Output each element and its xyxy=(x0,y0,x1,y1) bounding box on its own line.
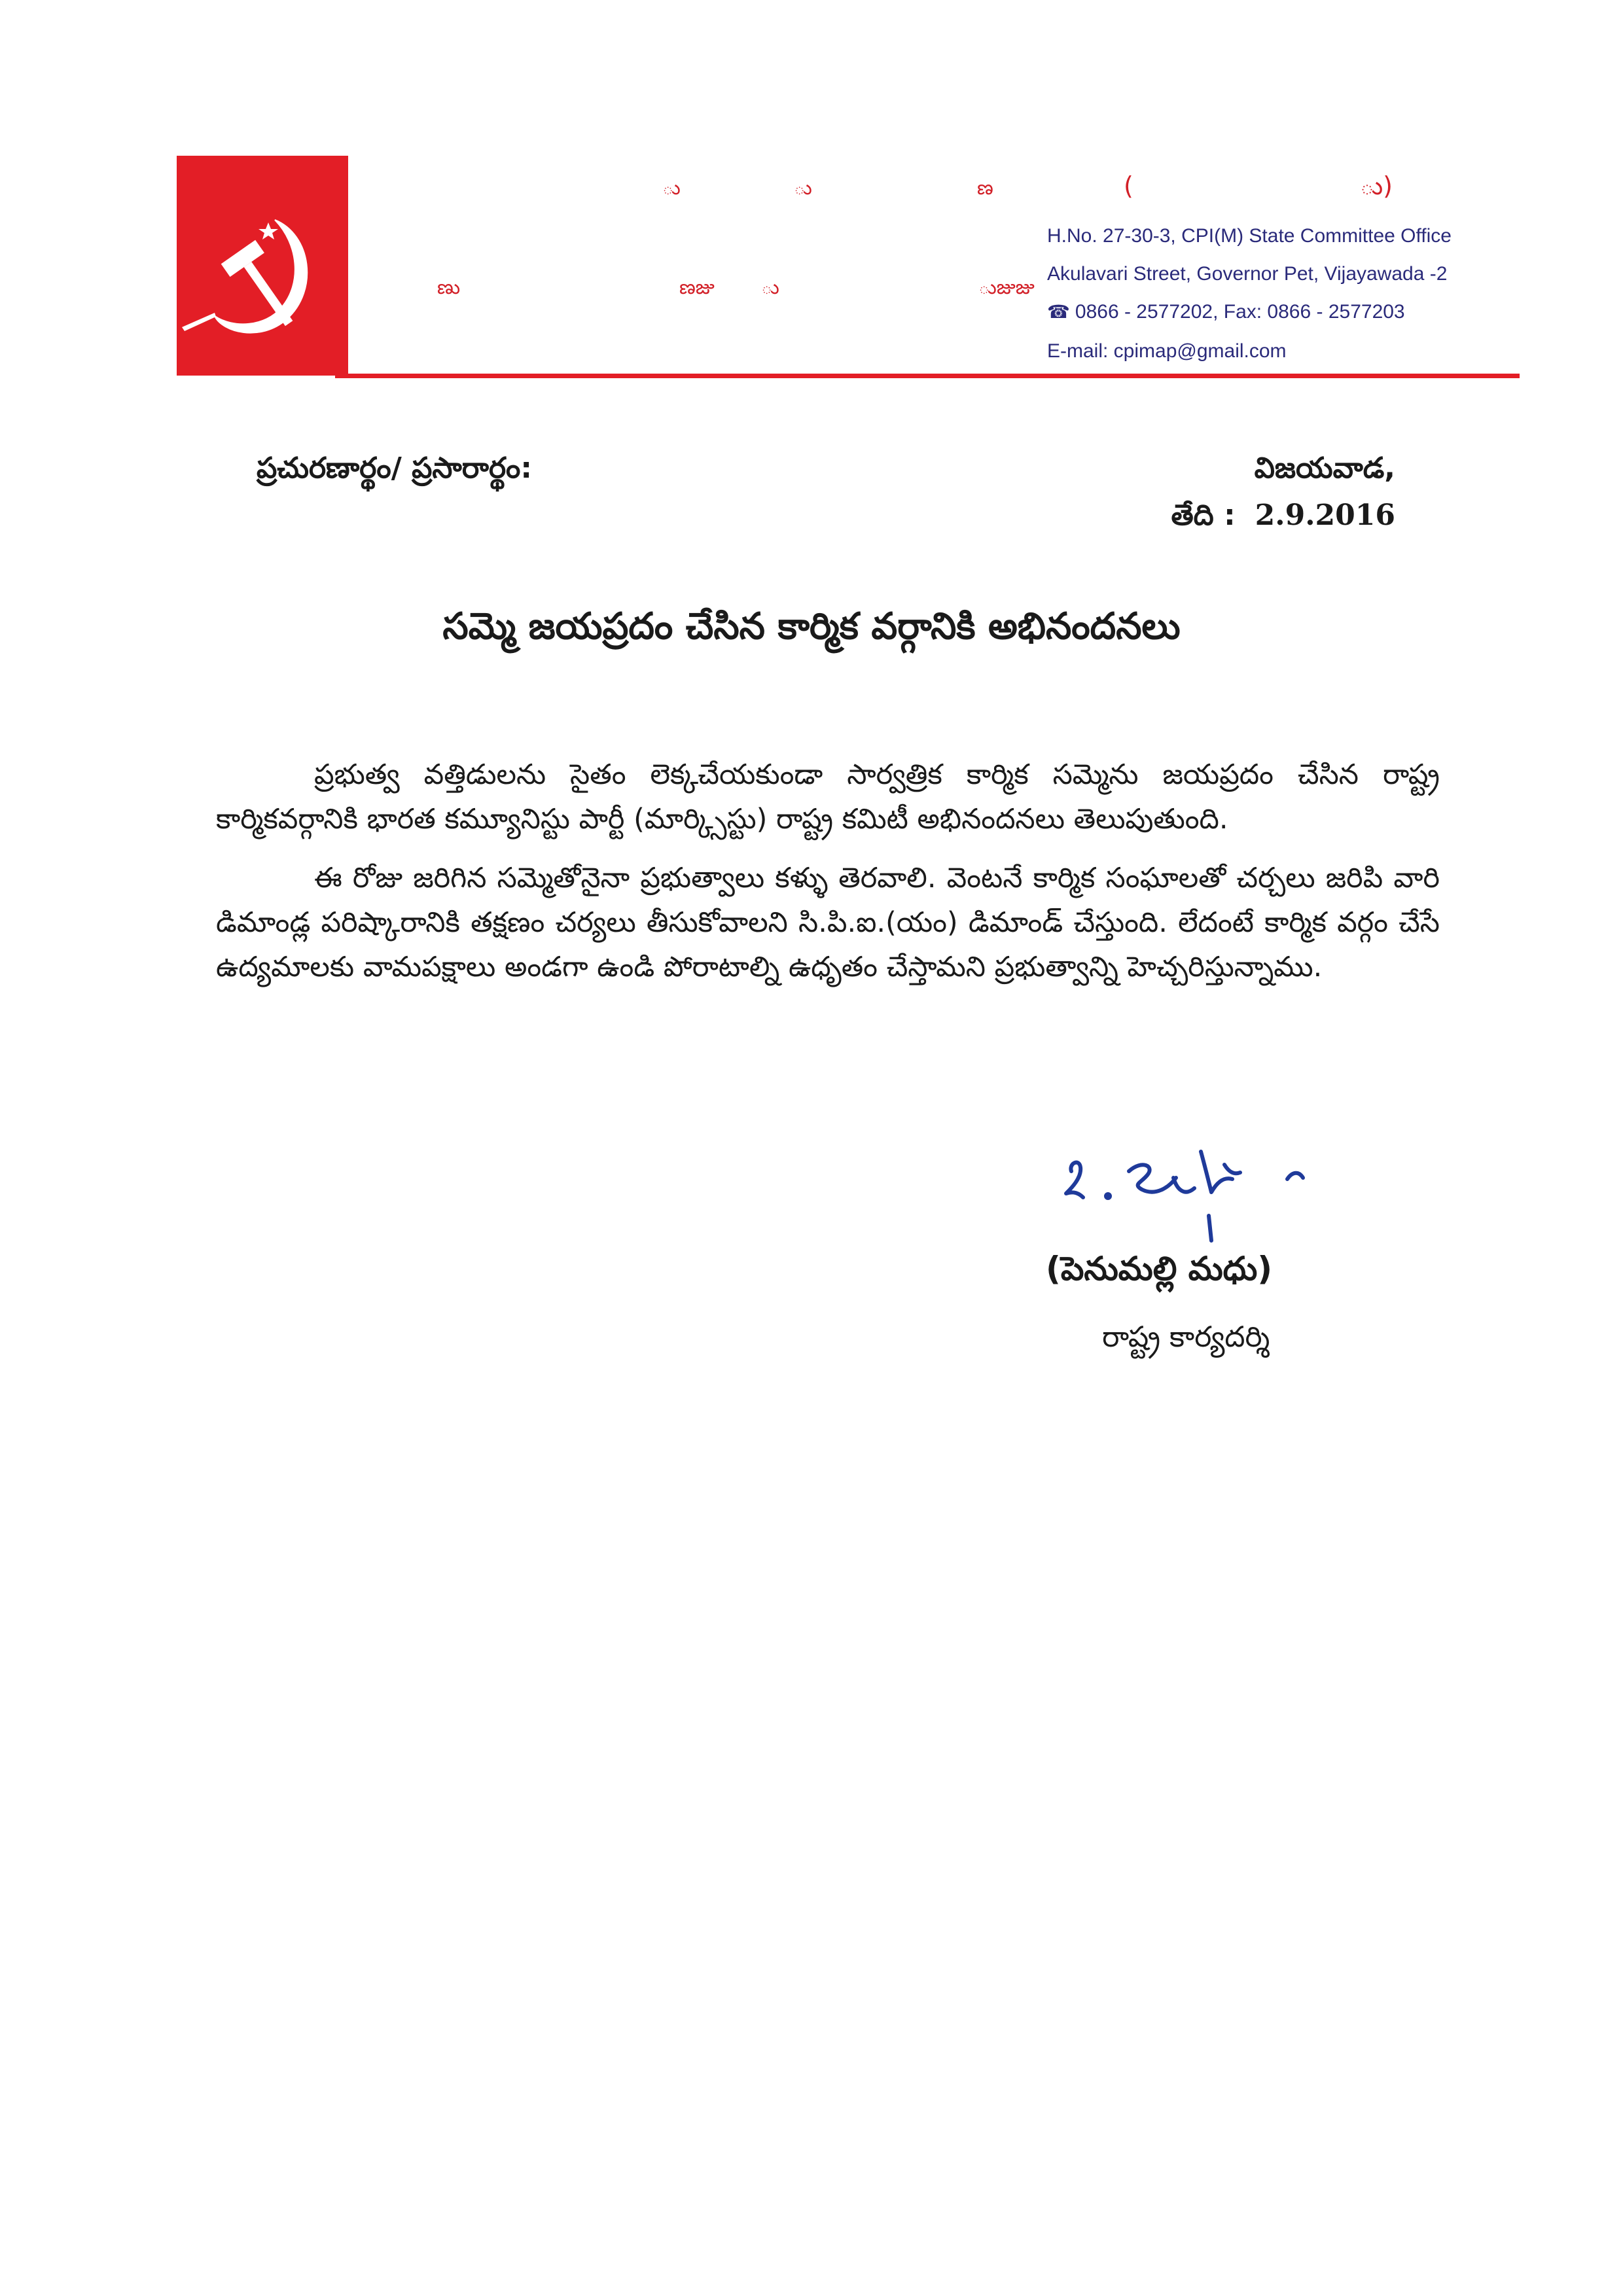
release-label: ప్రచురణార్థం/ ప్రసారార్థం: xyxy=(257,451,532,485)
contact-address-line1: H.No. 27-30-3, CPI(M) State Committee Office xyxy=(1047,225,1452,247)
signature-dot xyxy=(1106,1194,1110,1198)
sickle-handle xyxy=(182,313,216,331)
signature-stroke xyxy=(1201,1152,1240,1192)
date-label: తేది : xyxy=(1171,499,1236,532)
header-glyph: ుజుజు xyxy=(978,276,1035,299)
signature-stroke xyxy=(1287,1173,1303,1179)
star-icon xyxy=(259,222,278,239)
header-glyph: ( xyxy=(1124,171,1133,200)
contact-phone xyxy=(1047,301,1405,323)
header-glyph: ణజు xyxy=(679,276,715,299)
header-glyph: ణు xyxy=(437,276,461,299)
signatory-name: (పెనుమల్లి మధు) xyxy=(1046,1250,1273,1288)
header-glyph: ు xyxy=(761,276,779,299)
hammer-sickle-star-icon xyxy=(177,156,348,376)
header-glyph: ు) xyxy=(1360,171,1393,200)
place: విజయవాడ, xyxy=(1254,451,1395,485)
header-glyph: ు xyxy=(794,177,812,200)
header-glyph: ు xyxy=(662,177,681,200)
press-release-title: సమ్మె జయప్రదం చేసిన కార్మిక వర్గానికి అభినందనలు xyxy=(442,605,1181,648)
signature-stroke xyxy=(1066,1163,1083,1197)
contact-email: E-mail: cpimap@gmail.com xyxy=(1047,340,1287,362)
header-glyph: ణ xyxy=(977,177,993,200)
phone-icon: ☎ xyxy=(1047,302,1070,322)
press-release-body xyxy=(216,752,1440,1004)
date-value: 2.9.2016 xyxy=(1255,499,1395,532)
header-divider xyxy=(335,374,1520,378)
body-paragraph: ఈ రోజు జరిగిన సమ్మెతోనైనా ప్రభుత్వాలు కళ్ళు తెరవాలి. వెంటనే కార్మిక సంఘాలతో చర్చలు జరిపి వారి డిమాండ్ల పరిష్కారానికి తక్షణం చర్యలు తీసుకోవాలని సి.పి.ఐ.(యం) డిమాండ్ చేస్తుంది. లేదంటే కార్మిక వర్గం చేసే ఉద్యమాలకు వామపక్షాలు అండగా ఉండి పోరాటాల్ని ఉధృతం చేస్తామని ప్రభుత్వాన్ని హెచ్చరిస్తున్నాము. xyxy=(216,862,1440,983)
phone-numbers: 0866 - 2577202, Fax: 0866 - 2577203 xyxy=(1075,301,1405,323)
date-line xyxy=(1171,499,1395,539)
signature-stroke xyxy=(1129,1165,1194,1192)
body-paragraph: ప్రభుత్వ వత్తిడులను సైతం లెక్కచేయకుండా సార్వత్రిక కార్మిక సమ్మెను జయప్రదం చేసిన రాష్ట్ర కార్మికవర్గానికి భారత కమ్యూనిస్టు పార్టీ (మార్క్సిస్టు) రాష్ట్ర కమిటీ అభినందనలు తెలుపుతుంది. xyxy=(216,758,1440,836)
signatory-designation: రాష్ట్ర కార్యదర్శి xyxy=(1102,1320,1270,1354)
handwritten-signature xyxy=(1057,1125,1325,1250)
signature-stroke xyxy=(1209,1216,1211,1241)
contact-address-line2: Akulavari Street, Governor Pet, Vijayawada -2 xyxy=(1047,263,1448,285)
party-logo xyxy=(177,156,348,376)
